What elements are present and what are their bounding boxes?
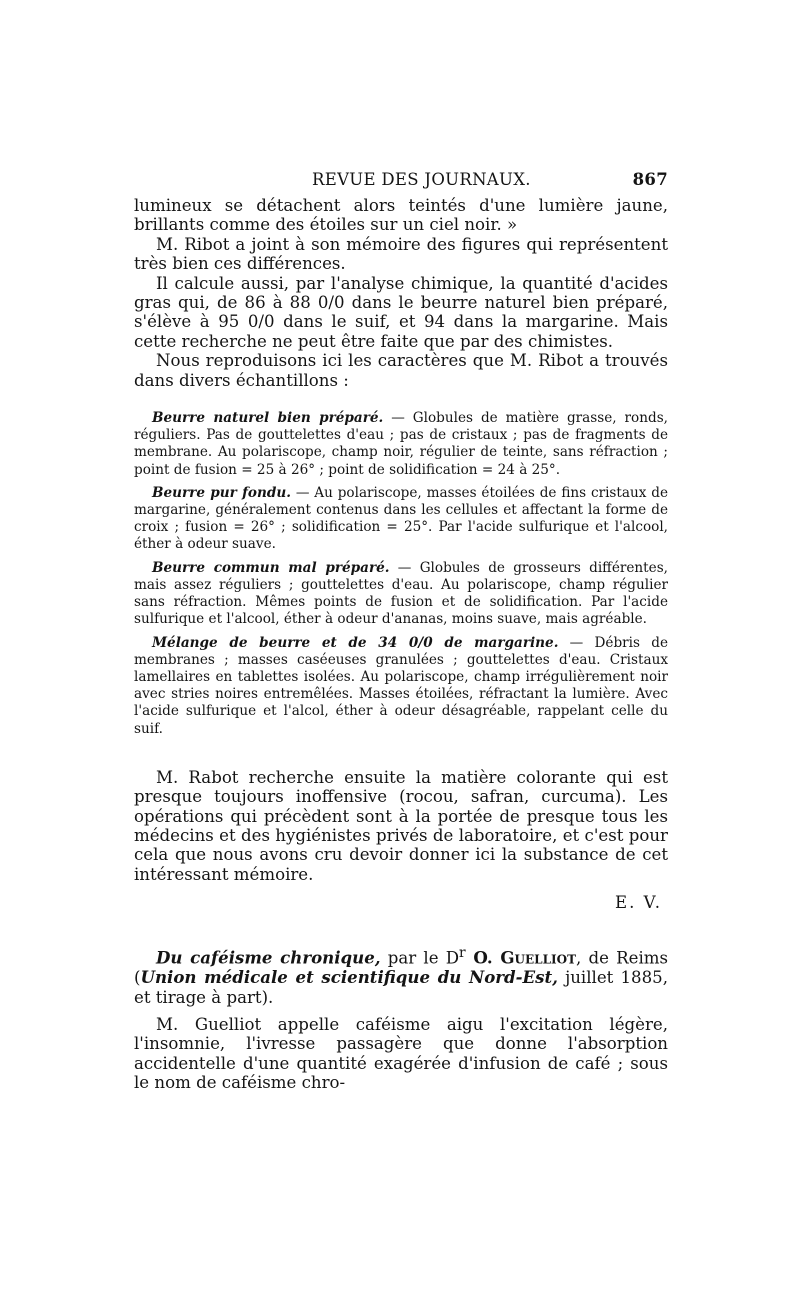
article-title: Du caféisme chronique, — [156, 947, 381, 968]
intro-paragraph: M. Ribot a joint à son mémoire des figures qui représentent très bien ces différences. — [134, 234, 668, 274]
book-page — [134, 170, 668, 1093]
running-title: REVUE DES JOURNAUX. — [312, 170, 531, 189]
intro-paragraph: Il calcule aussi, par l'analyse chimique, la quantité d'acides gras qui, de 86 à 88 0/0 dans le beurre naturel bien préparé, s'élève à 95 0/0 dans le suif, et 94 dans la margarine. Mais cette recherche ne peut être faite que par des chimistes. — [134, 273, 668, 351]
sample-title: Beurre pur fondu. — [152, 484, 291, 501]
sample-text: — Globules de grosseurs différentes, mais assez réguliers ; gouttelettes d'eau. Au polariscope, champ régulier sans réfraction. Mêmes points de fusion et de solidification. Par l'acide sulfurique et l'alcool, éther à odeur d'ananas, moins suave, mais agréable. — [134, 559, 668, 628]
sample-entry — [134, 485, 668, 554]
conclusion-paragraph: M. Rabot recherche ensuite la matière colorante qui est presque toujours inoffensive (rocou, safran, curcuma). Les opérations qui précèdent sont à la portée de presque tous les médecins et des hygiénistes privés de laboratoire, et c'est pour cela que nous avons cru devoir donner ici la substance de cet intéressant mémoire. — [134, 767, 668, 884]
intro-paragraph: Nous reproduisons ici les caractères que M. Ribot a trouvés dans divers échantillons : — [134, 351, 668, 390]
sample-entry — [134, 560, 668, 629]
sample-entry — [134, 410, 668, 479]
sample-title: Beurre commun mal préparé. — [152, 559, 390, 576]
sample-entry — [134, 635, 668, 738]
journal-name: Union médicale et scientifique du Nord-Est, — [140, 967, 558, 988]
running-header — [134, 170, 668, 196]
sample-text: — Débris de membranes ; masses caséeuses granulées ; gouttelettes d'eau. Cristaux lamellaires en tablettes isolées. Au polariscope, champ irrégulièrement noir avec stries noires entremêlées. Masses étoilées, réfractant la lumière. Avec l'acide sulfurique et l'alcol, éther à odeur désagréable, rappelant celle du suif. — [134, 634, 668, 737]
intro-paragraph: lumineux se détachent alors teintés d'une lumière jaune, brillants comme des étoiles sur un ciel noir. » — [134, 196, 668, 235]
sample-title: Beurre naturel bien préparé. — [152, 410, 384, 427]
article-author: O. Guelliot — [465, 947, 577, 968]
author-signature: E. V. — [614, 893, 662, 913]
sample-text: — Globules de matière grasse, ronds, réguliers. Pas de gouttelettes d'eau ; pas de cristaux ; pas de fragments de membrane. Au polariscope, champ noir, régulier de teinte, sans réfraction ; point de fusion = 25 à 26° ; point de solidification = 24 à 25°. — [134, 410, 668, 478]
next-article-heading: Du caféisme chronique, par le $D^r$ O. Guelliot, de Reims (Union médicale et scientifique du Nord-Est, juillet 1885, et tirage à part). — [134, 945, 669, 1007]
sample-text: — Au polariscope, masses étoilées de fins cristaux de margarine, généralement contenus dans les cellules et affectant la forme de croix ; fusion = 26° ; solidification = 25°. Par l'acide sulfurique et l'alcool, éther à odeur suave. — [134, 484, 668, 553]
next-article-paragraph: M. Guelliot appelle caféisme aigu l'excitation légère, l'insomnie, l'ivresse passagère que donne l'absorption accidentelle d'une quantité exagérée d'infusion de café ; sous le nom de caféisme chro- — [134, 1014, 668, 1093]
sample-title: Mélange de beurre et de 34 0/0 de margarine. — [152, 634, 559, 651]
page-number: 867 — [632, 170, 668, 189]
